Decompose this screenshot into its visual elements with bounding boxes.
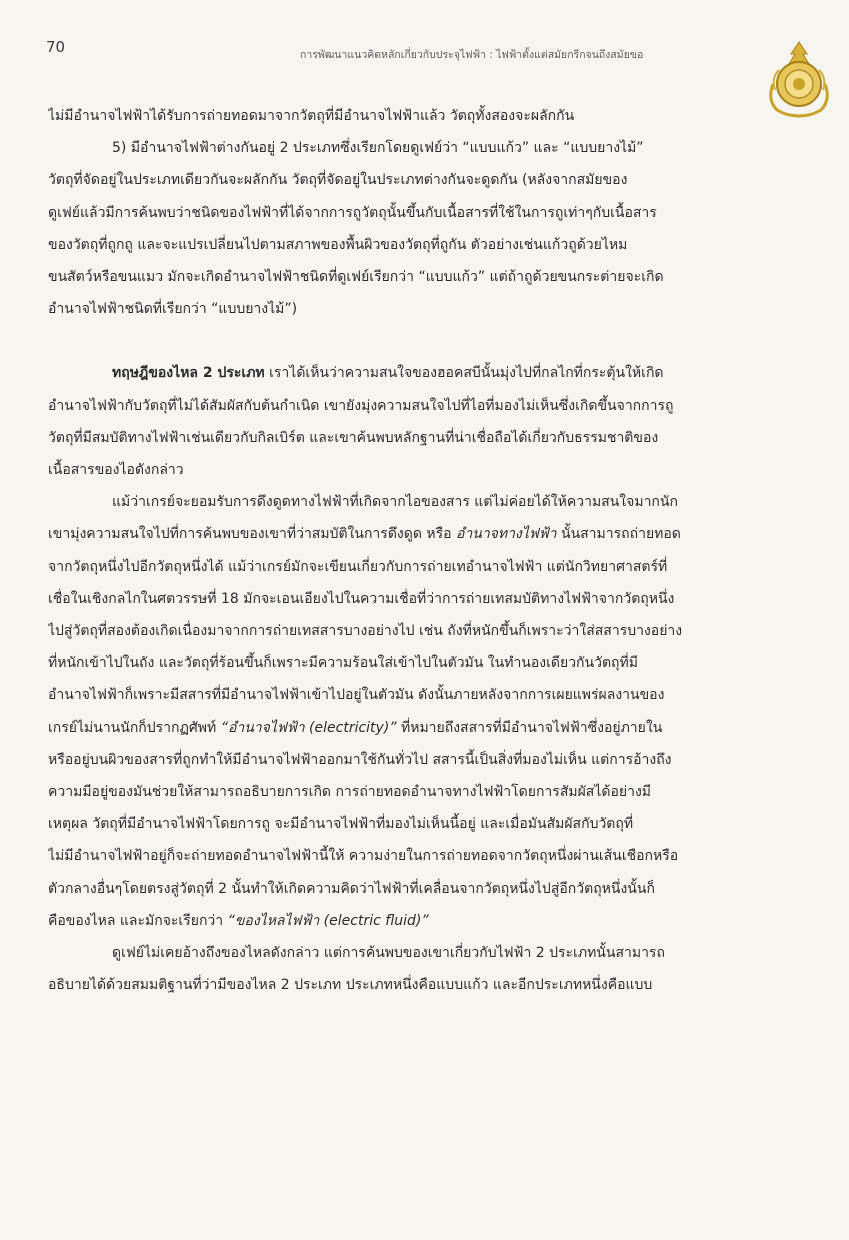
text-line: ตัวกลางอื่นๆโดยตรงสู่วัตถุที่ 2 นั้นทำให้เกิดความคิดว่าไฟฟ้าที่เคลื่อนจากวัตถุหนึ่งไปสู่อีกวัตถุหนึ่งนั้นก็: [48, 880, 655, 897]
text-line: เชื่อในเชิงกลไกในศตวรรษที่ 18 มักจะเอนเอียงไปในความเชื่อที่ว่าการถ่ายเทสมบัติทางไฟฟ้าจากวัตถุหนึ่ง: [48, 590, 675, 607]
page-number: 70: [46, 38, 66, 56]
text-line: อำนาจไฟฟ้าก็เพราะมีสสารที่มีอำนาจไฟฟ้าเข้าไปอยู่ในตัวมัน ดังนั้นภายหลังจากการเผยแพร่ผลงานของ: [48, 687, 665, 704]
text-line: วัตถุที่จัดอยู่ในประเภทเดียวกันจะผลักกัน วัตถุที่จัดอยู่ในประเภทต่างกันจะดูดกัน (หลังจากสมัยของ: [48, 172, 628, 189]
text-fragment: ที่หมายถึงสสารที่มีอำนาจไฟฟ้าซึ่งอยู่ภายใน: [396, 719, 663, 736]
text-line: ไม่มีอำนาจไฟฟ้าอยู่ก็จะถ่ายทอดอำนาจไฟฟ้านี้ให้ ความง่ายในการถ่ายทอดจากวัตถุหนึ่งผ่านเส้นเชือกหรือ: [48, 848, 679, 865]
running-header: การพัฒนาแนวคิดหลักเกี่ยวกับประจุไฟฟ้า : ไฟฟ้าตั้งแต่สมัยกรีกจนถึงสมัยขอ: [300, 49, 644, 61]
text-fragment: เราได้เห็นว่าความสนใจของฮอคสบีนั้นมุ่งไปที่กลไกที่กระตุ้นให้เกิด: [264, 365, 664, 382]
text-line: หรืออยู่บนผิวของสารที่ถูกทำให้มีอำนาจไฟฟ้าออกมาใช้กันทั่วไป สสารนี้เป็นสิ่งที่มองไม่เห็น แต่การอ้างถึง: [48, 751, 672, 768]
text-line: อธิบายได้ด้วยสมมติฐานที่ว่ามีของไหล 2 ประเภท ประเภทหนึ่งคือแบบแก้ว และอีกประเภทหนึ่งคือแบบ: [48, 977, 653, 994]
text-line: อำนาจไฟฟ้าชนิดที่เรียกว่า “แบบยางไม้”): [48, 301, 298, 318]
section-heading: ทฤษฎีของไหล 2 ประเภท: [112, 365, 265, 382]
text-line: [48, 712, 796, 744]
text-line: ไปสู่วัตถุที่สองต้องเกิดเนื่องมาจากการถ่ายเทสสารบางอย่างไป เช่น ถังที่หนักขึ้นก็เพราะว่าใส่สสารบางอย่าง: [48, 623, 683, 640]
text-line: ขนสัตว์หรือขนแมว มักจะเกิดอำนาจไฟฟ้าชนิดที่ดูเฟย์เรียกว่า “แบบแก้ว” แต่ถ้าถูด้วยขนกระต่ายจะเกิด: [48, 269, 664, 286]
text-line: ดูเฟย์ไม่เคยอ้างถึงของไหลดังกล่าว แต่การค้นพบของเขาเกี่ยวกับไฟฟ้า 2 ประเภทนั้นสามารถ: [112, 945, 665, 962]
text-fragment: คือของไหล และมักจะเรียกว่า: [48, 912, 228, 929]
text-line: จากวัตถุหนึ่งไปอีกวัตถุหนึ่งได้ แม้ว่าเกรย์มักจะเขียนเกี่ยวกับการถ่ายเทอำนาจไฟฟ้า แต่นักวิทยาศาสตร์ที่: [48, 558, 668, 575]
text-line: เหตุผล วัตถุที่มีอำนาจไฟฟ้าโดยการถู จะมีอำนาจไฟฟ้าที่มองไม่เห็นนี้อยู่ และเมื่อมันสัมผัสกับวัตถุที่: [48, 816, 634, 833]
text-line: ดูเฟย์แล้วมีการค้นพบว่าชนิดของไฟฟ้าที่ได้จากการถูวัตถุนั้นขึ้นกับเนื้อสารที่ใช้ในการถูเท่าๆกับเนื้อสาร: [48, 204, 657, 221]
text-line: แม้ว่าเกรย์จะยอมรับการดึงดูดทางไฟฟ้าที่เกิดจากไอของสาร แต่ไม่ค่อยได้ให้ความสนใจมากนัก: [112, 494, 678, 511]
text-line: วัตถุที่มีสมบัติทางไฟฟ้าเช่นเดียวกับกิลเบิร์ต และเขาค้นพบหลักฐานที่น่าเชื่อถือได้เกี่ยวกับธรรมชาติของ: [48, 429, 659, 446]
text-line: [48, 357, 796, 389]
italic-term: “อำนาจไฟฟ้า (electricity)”: [220, 719, 397, 736]
text-line: ไม่มีอำนาจไฟฟ้าได้รับการถ่ายทอดมาจากวัตถุที่มีอำนาจไฟฟ้าแล้ว วัตถุทั้งสองจะผลักกัน: [48, 108, 575, 124]
text-line: เนื้อสารของไอดังกล่าว: [48, 462, 184, 479]
text-fragment: เขามุ่งความสนใจไปที่การค้นพบของเขาที่ว่าสมบัติในการดึงดูด หรือ: [48, 526, 456, 543]
text-line: ของวัตถุที่ถูกถู และจะแปรเปลี่ยนไปตามสภาพของพื้นผิวของวัตถุที่ถูกัน ตัวอย่างเช่นแก้วถูด้วยไหม: [48, 236, 628, 253]
text-line: ความมีอยู่ของมันช่วยให้สามารถอธิบายการเกิด การถ่ายทอดอำนาจทางไฟฟ้าโดยการสัมผัสได้อย่างมี: [48, 784, 652, 801]
text-line: [48, 518, 796, 550]
text-line: ที่หนักเข้าไปในถัง และวัตถุที่ร้อนขึ้นก็เพราะมีความร้อนใส่เข้าไปในตัวมัน ในทำนองเดียวกันวัตถุที่มี: [48, 655, 638, 672]
text-line: อำนาจไฟฟ้ากับวัตถุที่ไม่ได้สัมผัสกับต้นกำเนิด เขายังมุ่งความสนใจไปที่ไอที่มองไม่เห็นซึ่งเกิดขึ้นจากการถู: [48, 397, 674, 414]
document-body: [48, 100, 796, 1001]
text-fragment: เกรย์ไม่นานนักก็ปรากฏศัพท์: [48, 719, 221, 736]
text-fragment: นั้นสามารถถ่ายทอด: [556, 526, 681, 543]
italic-term: อำนาจทางไฟฟ้า: [455, 526, 557, 543]
text-line: 5) มีอำนาจไฟฟ้าต่างกันอยู่ 2 ประเภทซึ่งเรียกโดยดูเฟย์ว่า “แบบแก้ว” และ “แบบยางไม้”: [112, 140, 644, 157]
text-line: [48, 905, 796, 937]
italic-term: “ของไหลไฟฟ้า (electric fluid)”: [227, 912, 429, 929]
